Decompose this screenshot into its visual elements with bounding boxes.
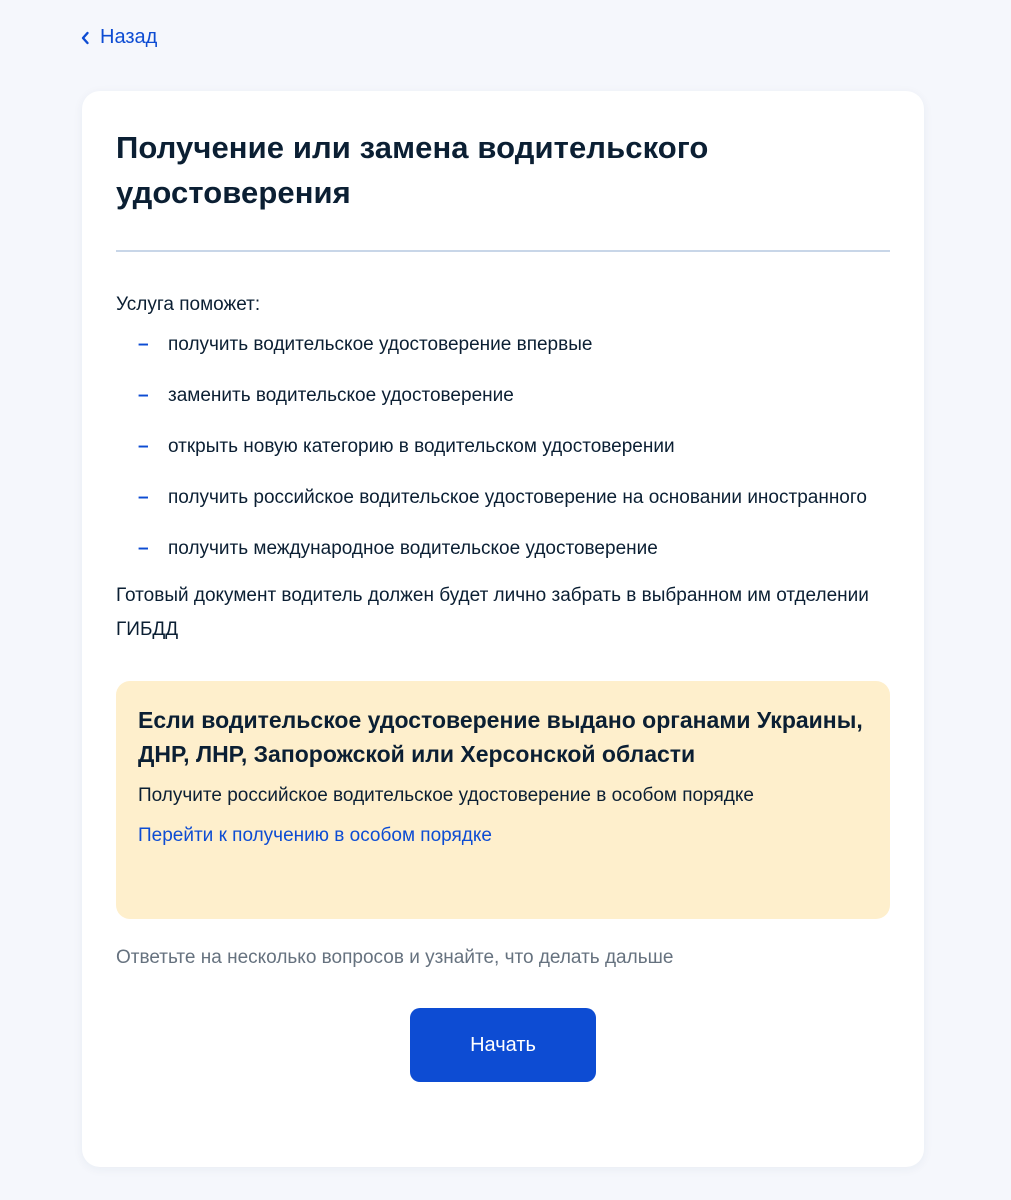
list-item-text: получить российское водительское удостоверение на основании иностранного <box>168 487 867 508</box>
list-item-text: заменить водительское удостоверение <box>168 385 514 406</box>
questions-hint: Ответьте на несколько вопросов и узнайте, что делать дальше <box>116 947 674 968</box>
dash-icon: – <box>138 436 149 457</box>
page-title: Получение или замена водительского удостоверения <box>116 130 709 210</box>
list-item <box>116 430 890 464</box>
dash-icon: – <box>138 334 149 355</box>
notice-text: Получите российское водительское удостоверение в особом порядке <box>138 785 754 806</box>
special-order-link[interactable]: Перейти к получению в особом порядке <box>138 825 492 846</box>
ready-document-text: Готовый документ водитель должен будет лично забрать в выбранном им отделении ГИБДД <box>116 585 869 640</box>
chevron-left-icon <box>80 31 90 45</box>
list-item-text: открыть новую категорию в водительском удостоверении <box>168 436 675 457</box>
start-button[interactable]: Начать <box>410 1008 596 1082</box>
list-item <box>116 328 890 362</box>
services-list <box>116 328 890 566</box>
list-item <box>116 379 890 413</box>
special-order-notice <box>116 681 890 919</box>
list-item-text: получить водительское удостоверение впервые <box>168 334 593 355</box>
back-label: Назад <box>100 26 158 48</box>
back-link[interactable] <box>80 26 157 49</box>
list-item <box>116 481 890 515</box>
divider <box>116 250 890 252</box>
start-button-container <box>116 1008 890 1082</box>
dash-icon: – <box>138 538 149 559</box>
services-lead: Услуга поможет: <box>116 294 261 315</box>
dash-icon: – <box>138 385 149 406</box>
service-card <box>82 91 924 1167</box>
list-item <box>116 532 890 566</box>
notice-title: Если водительское удостоверение выдано органами Украины, ДНР, ЛНР, Запорожской или Херсонской области <box>138 707 863 767</box>
list-item-text: получить международное водительское удостоверение <box>168 538 658 559</box>
dash-icon: – <box>138 487 149 508</box>
